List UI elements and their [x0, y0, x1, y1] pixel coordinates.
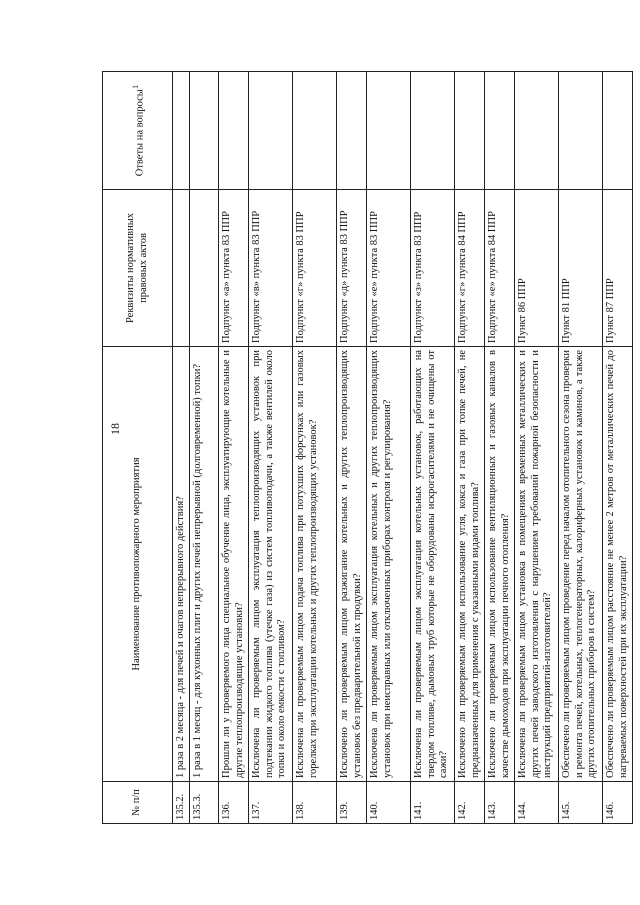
- row-text: 1 раза в 2 месяца - для печей и очагов непрерывного действия?: [173, 347, 190, 782]
- row-answer: [411, 72, 455, 190]
- row-num: 135.2.: [173, 782, 190, 824]
- table-row: [173, 72, 190, 824]
- table-row: [219, 72, 249, 824]
- row-num: 138.: [293, 782, 337, 824]
- row-text: Исключено ли проверяемым лицом использование угля, кокса и газа при топке печей, не предназначенных для применения с указанными видами топлива?: [455, 347, 485, 782]
- row-num: 140.: [367, 782, 411, 824]
- table-row: [293, 72, 337, 824]
- row-num: 139.: [337, 782, 367, 824]
- table-header-row: [103, 72, 173, 824]
- header-num: № п/п: [103, 782, 173, 824]
- table-row: [455, 72, 485, 824]
- row-ref: Пункт 86 ППР: [515, 190, 559, 347]
- table-row: [337, 72, 367, 824]
- header-name: Наименование противопожарного мероприятия: [103, 347, 173, 782]
- row-answer: [219, 72, 249, 190]
- row-text: 1 раза в 1 месяц - для кухонных плит и других печей непрерывной (долговременной) топки?: [190, 347, 219, 782]
- header-answers-footnote: 1: [129, 84, 140, 90]
- row-num: 135.3.: [190, 782, 219, 824]
- row-answer: [249, 72, 293, 190]
- row-text: Исключена ли проверяемым лицом эксплуатация теплопроизводящих установок при подтекании жидкого топлива (утечке газа) из систем топливоподачи, а также вентилей около топки и около емкости с топливом?: [249, 347, 293, 782]
- header-answers-label: Ответы на вопросы: [134, 89, 146, 177]
- row-ref: Подпункт «е» пункта 84 ППР: [485, 190, 515, 347]
- row-num: 136.: [219, 782, 249, 824]
- table-row: [411, 72, 455, 824]
- row-answer: [337, 72, 367, 190]
- row-text: Прошли ли у проверяемого лица специальное обучение лица, эксплуатирующие котельные и другие теплопроизводящие установки?: [219, 347, 249, 782]
- row-ref: Пункт 87 ППР: [603, 190, 633, 347]
- row-ref: Подпункт «г» пункта 84 ППР: [455, 190, 485, 347]
- row-ref: Пункт 81 ППР: [559, 190, 603, 347]
- page-number: 18: [108, 423, 122, 435]
- table-row: [485, 72, 515, 824]
- header-requisites: Реквизиты нормативных правовых актов: [103, 190, 173, 347]
- row-answer: [190, 72, 219, 190]
- row-num: 146.: [603, 782, 633, 824]
- row-ref: Подпункт «е» пункта 83 ППР: [367, 190, 411, 347]
- row-ref: Подпункт «з» пункта 83 ППР: [411, 190, 455, 347]
- row-ref: Подпункт «г» пункта 83 ППР: [293, 190, 337, 347]
- header-answers: [103, 72, 173, 190]
- row-answer: [173, 72, 190, 190]
- row-text: Обеспечено ли проверяемым лицом расстояние не менее 2 метров от металлических печей до нагреваемых поверхностей при их эксплуатации?: [603, 347, 633, 782]
- row-text: Исключена ли проверяемым лицом установка в помещениях временных металлических и других печей заводского изготовления с нарушением требований пожарной безопасности и инструкций предприятий-изготовителей?: [515, 347, 559, 782]
- row-num: 143.: [485, 782, 515, 824]
- row-num: 142.: [455, 782, 485, 824]
- table-row: [603, 72, 633, 824]
- row-text: Исключено ли проверяемым лицом разжигание котельных и других теплопроизводящих установок без предварительной их продувки?: [337, 347, 367, 782]
- row-answer: [603, 72, 633, 190]
- measures-table: [102, 71, 633, 824]
- row-ref: [173, 190, 190, 347]
- row-answer: [293, 72, 337, 190]
- row-num: 145.: [559, 782, 603, 824]
- table-row: [559, 72, 603, 824]
- row-ref: Подпункт «д» пункта 83 ППР: [337, 190, 367, 347]
- row-ref: [190, 190, 219, 347]
- row-answer: [367, 72, 411, 190]
- row-text: Исключена ли проверяемым лицом подача топлива при потухших форсунках или газовых горелках при эксплуатации котельных и других теплопроизводящих установок?: [293, 347, 337, 782]
- row-text: Исключено ли проверяемым лицом использование вентиляционных и газовых каналов в качестве дымоходов при эксплуатации печного отопления?: [485, 347, 515, 782]
- row-num: 141.: [411, 782, 455, 824]
- row-num: 144.: [515, 782, 559, 824]
- table-row: [367, 72, 411, 824]
- row-text: Исключена ли проверяемым лицом эксплуатация котельных и других теплопроизводящих установок при неисправных или отключенных приборах контроля и регулирования?: [367, 347, 411, 782]
- row-answer: [515, 72, 559, 190]
- table-row: [249, 72, 293, 824]
- row-answer: [455, 72, 485, 190]
- row-text: Обеспечено ли проверяемым лицом проведение перед началом отопительного сезона проверки и ремонта печей, котельных, теплогенераторных, калориферных установок и каминов, а также других отопительных приборов и систем?: [559, 347, 603, 782]
- row-answer: [559, 72, 603, 190]
- row-answer: [485, 72, 515, 190]
- row-ref: Подпункт «а» пункта 83 ППР: [219, 190, 249, 347]
- rotated-page: [102, 72, 629, 824]
- table-row: [190, 72, 219, 824]
- row-num: 137.: [249, 782, 293, 824]
- row-ref: Подпункт «в» пункта 83 ППР: [249, 190, 293, 347]
- row-text: Исключена ли проверяемым лицом эксплуатация котельных установок, работающих на твердом топливе, дымовых труб которые не оборудованы искрогасителями и не очищены от сажи?: [411, 347, 455, 782]
- table-row: [515, 72, 559, 824]
